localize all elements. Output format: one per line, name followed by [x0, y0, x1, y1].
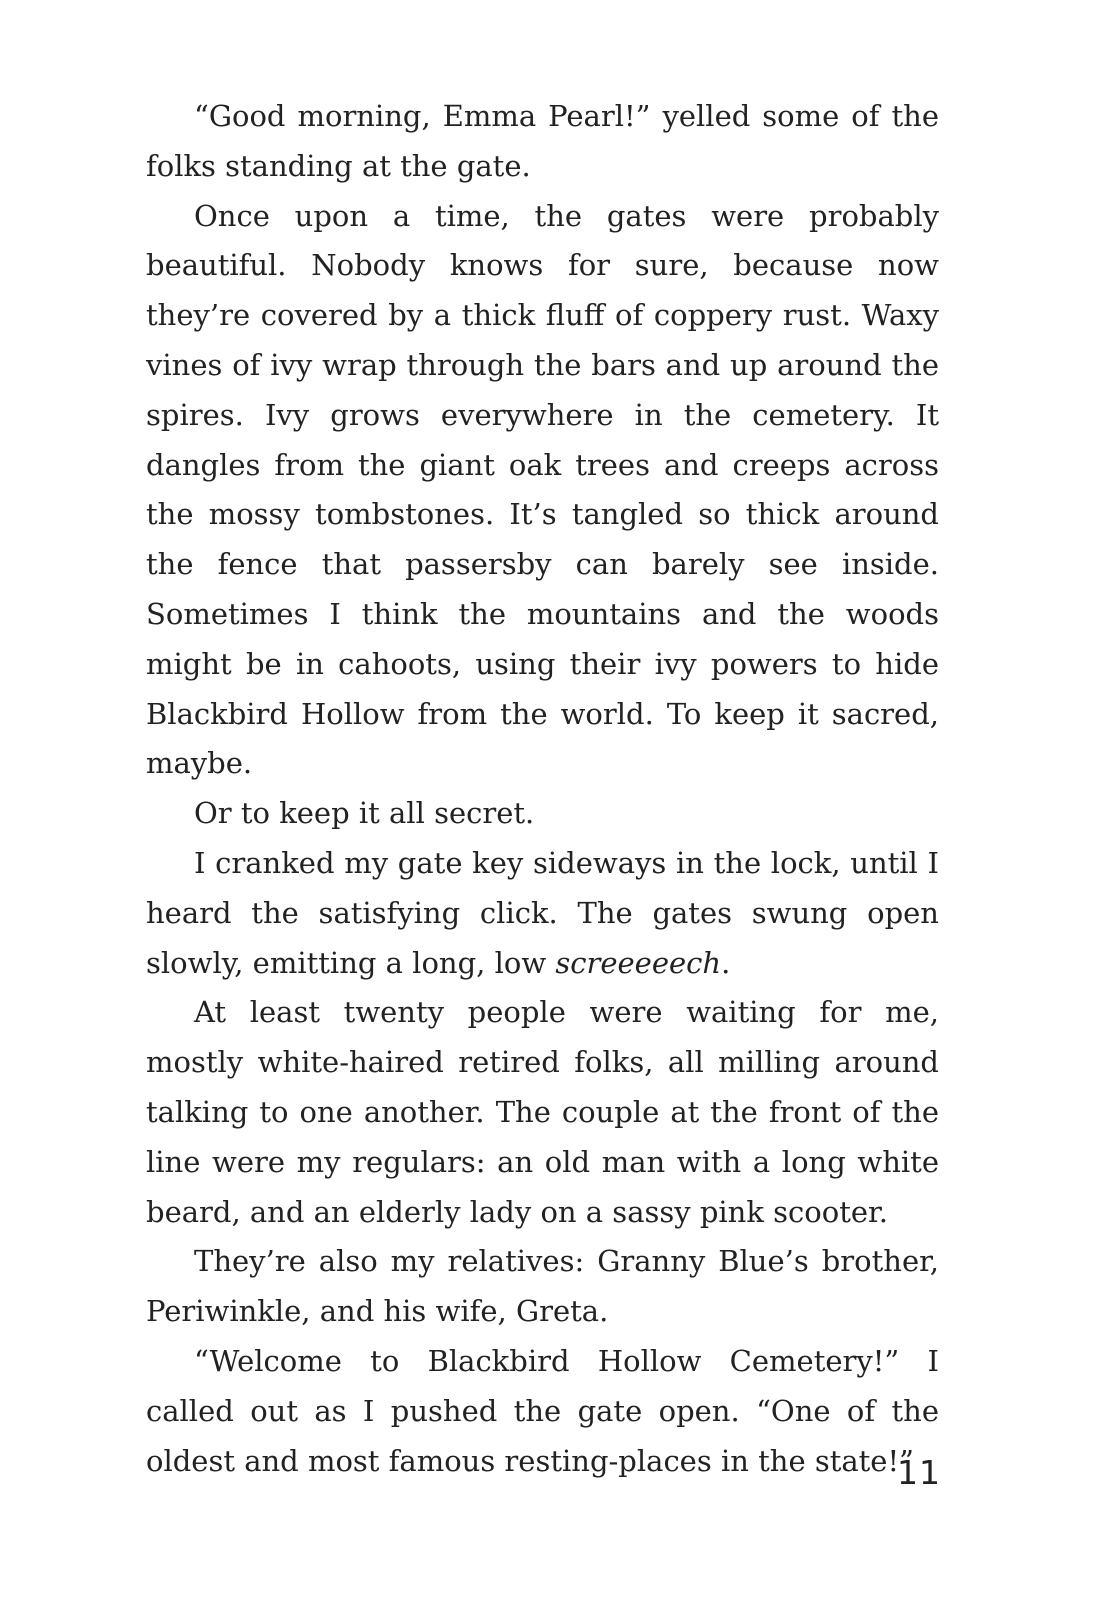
- paragraph-1: “Good morning, Emma Pearl!” yelled some of the folks standing at the gate.: [146, 99, 939, 183]
- paragraph-5: At least twenty people were waiting for me, mostly white-haired retired folks, all milling around talking to one another. The couple at the front of the line were my regulars: an old man with a long white beard, and an elderly lady on a sassy pink scooter.: [146, 995, 939, 1229]
- italic-sound-word: screeeeech: [555, 945, 722, 980]
- page-number: 11: [897, 1453, 941, 1492]
- paragraph-7: “Welcome to Blackbird Hollow Cemetery!” I called out as I pushed the gate open. “One of the oldest and most famous resting-places in the state!”: [146, 1343, 939, 1478]
- paragraph-3: Or to keep it all secret.: [194, 796, 535, 831]
- paragraph-4-period: .: [721, 945, 731, 980]
- paragraph-4: [146, 839, 939, 988]
- paragraph-4-text: I cranked my gate key sideways in the lock, until I heard the satisfying click. The gates swung open slowly, emitting a long, low: [146, 845, 939, 980]
- body-text: [146, 92, 939, 1486]
- paragraph-2: Once upon a time, the gates were probably beautiful. Nobody knows for sure, because now they’re covered by a thick fluff of coppery rust. Waxy vines of ivy wrap through the bars and up around the spires. Ivy grows everywhere in the cemetery. It dangles from the giant oak trees and creeps across the mossy tombstones. It’s tangled so thick around the fence that passersby can barely see inside. Sometimes I think the mountains and the woods might be in cahoots, using their ivy powers to hide Blackbird Hollow from the world. To keep it sacred, maybe.: [146, 198, 939, 781]
- paragraph-6: They’re also my relatives: Granny Blue’s brother, Periwinkle, and his wife, Greta.: [146, 1244, 939, 1329]
